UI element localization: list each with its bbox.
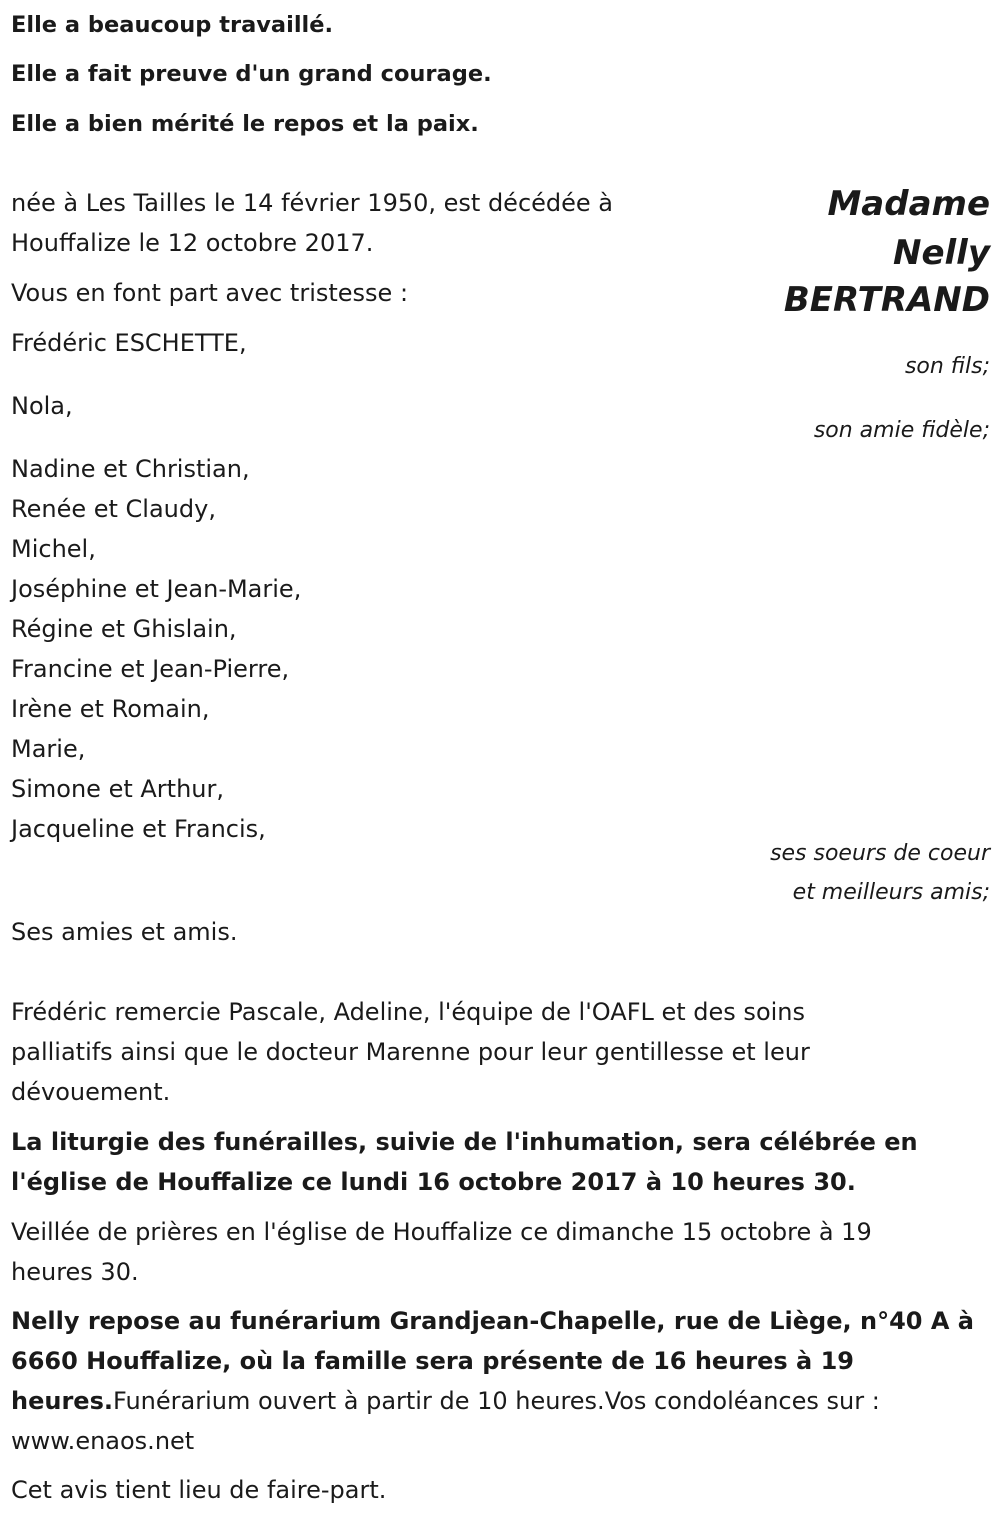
vigil-line-1: Veillée de prières en l'église de Houffalize ce dimanche 15 octobre à 19: [11, 1218, 872, 1246]
sister-line: Francine et Jean-Pierre,: [11, 655, 290, 683]
footer-notice: Cet avis tient lieu de faire-part.: [11, 1476, 387, 1504]
thanks-line-2: palliatifs ainsi que le docteur Marenne pour leur gentillesse et leur: [11, 1038, 810, 1066]
sisters-relation-line-1: ses soeurs de coeur: [770, 841, 990, 866]
epigraph-line-1: Elle a beaucoup travaillé.: [11, 12, 334, 38]
deceased-title: Madame: [827, 184, 990, 224]
sister-line: Jacqueline et Francis,: [11, 815, 266, 843]
friend-relation: son amie fidèle;: [813, 418, 990, 443]
sister-line: Nadine et Christian,: [11, 455, 250, 483]
sister-line: Michel,: [11, 535, 96, 563]
sister-line: Régine et Ghislain,: [11, 615, 237, 643]
funerarium-line-3-bold: heures.: [11, 1387, 113, 1415]
thanks-line-1: Frédéric remercie Pascale, Adeline, l'équipe de l'OAFL et des soins: [11, 998, 806, 1026]
liturgy-line-2: l'église de Houffalize ce lundi 16 octobre 2017 à 10 heures 30.: [11, 1168, 856, 1196]
vigil-line-2: heures 30.: [11, 1258, 139, 1286]
funerarium-line-3-rest: Funérarium ouvert à partir de 10 heures.Vos condoléances sur :: [112, 1387, 880, 1415]
sister-line: Irène et Romain,: [11, 695, 210, 723]
sisters-relation-line-2: et meilleurs amis;: [792, 880, 990, 905]
thanks-line-3: dévouement.: [11, 1078, 171, 1106]
funerarium-line-2: 6660 Houffalize, où la famille sera présente de 16 heures à 19: [11, 1347, 854, 1375]
deceased-last-name: BERTRAND: [783, 280, 990, 320]
sister-line: Renée et Claudy,: [11, 495, 216, 523]
announce-line: Vous en font part avec tristesse :: [11, 279, 409, 307]
friends-line: Ses amies et amis.: [11, 918, 238, 946]
epigraph-line-2: Elle a fait preuve d'un grand courage.: [11, 61, 492, 87]
funerarium-line-1: Nelly repose au funérarium Grandjean-Chapelle, rue de Liège, n°40 A à: [11, 1307, 974, 1335]
birth-death-line-2: Houffalize le 12 octobre 2017.: [11, 229, 374, 257]
condolences-website: www.enaos.net: [11, 1427, 195, 1455]
epigraph-line-3: Elle a bien mérité le repos et la paix.: [11, 111, 479, 137]
deceased-first-name: Nelly: [893, 233, 990, 273]
son-relation: son fils;: [904, 354, 990, 379]
funerarium-line-3: [11, 1387, 880, 1415]
friend-name: Nola,: [11, 392, 73, 420]
liturgy-line-1: La liturgie des funérailles, suivie de l'inhumation, sera célébrée en: [11, 1128, 918, 1156]
sister-line: Marie,: [11, 735, 86, 763]
sister-line: Simone et Arthur,: [11, 775, 224, 803]
birth-death-line-1: née à Les Tailles le 14 février 1950, est décédée à: [11, 189, 614, 217]
son-name: Frédéric ESCHETTE,: [11, 329, 247, 357]
sister-line: Joséphine et Jean-Marie,: [11, 575, 302, 603]
